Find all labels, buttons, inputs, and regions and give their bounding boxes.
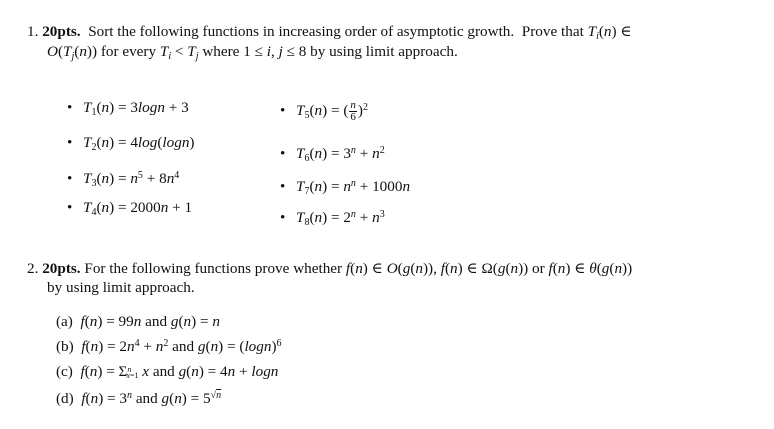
func-t8: • $T_8(n) = 2^n + n^3$ xyxy=(280,209,385,228)
q1-line1 xyxy=(27,22,632,42)
q1-line2: $O(T_j(n))$ for every $T_i < T_j$ where 1 ≤ i, j ≤ 8 by using limit approach. xyxy=(47,43,458,62)
q1-text-1: Sort the following functions in increasing order of asymptotic growth. Prove that $T_i(n)$ ∈ xyxy=(84,23,632,42)
q1-number: 1. xyxy=(27,23,39,40)
func-t4: • $T_4(n) = 2000n + 1$ xyxy=(67,199,193,218)
q1-points: 20pts. xyxy=(42,23,81,40)
q2-part-a: (a) f(n) = 99n and g(n) = n xyxy=(56,313,220,330)
func-t5: • $T_5(n)$ = ( $\frac{n}{6}$ )$^2$ xyxy=(280,99,368,123)
q2-line2: by using limit approach. xyxy=(47,279,195,296)
q2-points: 20pts. xyxy=(42,260,81,277)
func-t2: • $T_2(n) = 4\log(\log n)$ xyxy=(67,134,195,153)
func-t7: • $T_7(n) = n^n + 1000n$ xyxy=(280,178,411,197)
q2-line1 xyxy=(27,259,632,279)
q2-part-c: (c) $f(n) = \Sigma^n_{x=1}$ x and g(n) = 4n + logn xyxy=(56,363,279,381)
func-t3: • $T_3(n) = n^5 + 8n^4$ xyxy=(67,170,180,189)
q2-part-b: (b) $f(n) = 2n^4 + n^2$ and $g(n) = (\log n)^6$ xyxy=(56,338,282,355)
q2-number: 2. xyxy=(27,260,39,277)
q2-text-1: For the following functions prove whether f(n) ∈ O(g(n)), f(n) ∈ Ω(g(n)) or f(n) ∈ θ(g(n)) xyxy=(84,260,633,277)
func-t6: • $T_6(n) = 3^n + n^2$ xyxy=(280,145,385,164)
func-t1: • $T_1(n) = 3\log n + 3$ xyxy=(67,99,189,118)
fraction-n-over-6: $\frac{n}{6}$ xyxy=(350,99,356,123)
q2-part-d: (d) $f(n) = 3^n$ and $g(n) = 5^{√n}$ xyxy=(56,390,222,407)
